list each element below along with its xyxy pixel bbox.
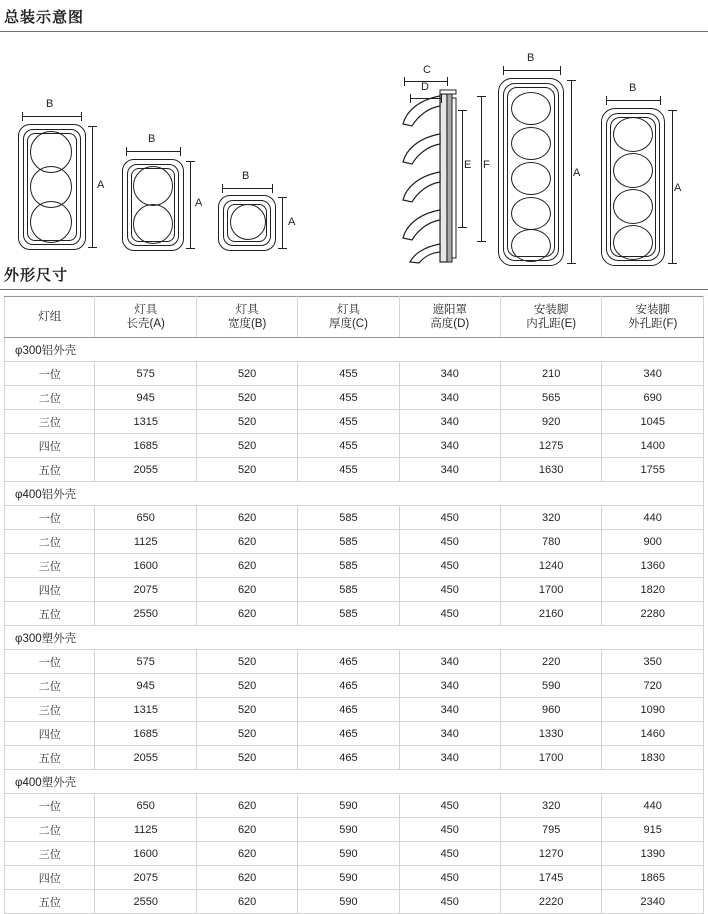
lamp-4-lens-1 [613,117,653,152]
cell-visor-height: 450 [399,818,500,842]
row-label: 一位 [5,506,95,530]
cell-visor-height: 450 [399,506,500,530]
lamp-1-dim-b-tick-right [272,184,273,193]
lamp-5-lens-1 [511,92,551,125]
row-label: 三位 [5,410,95,434]
lamp-3-dim-a-tick-top [88,126,97,127]
cell-visor-height: 340 [399,386,500,410]
row-label: 四位 [5,434,95,458]
cell-thickness: 455 [298,410,399,434]
table-group-row [5,338,704,362]
cell-thickness: 585 [298,602,399,626]
cell-inner-hole: 2160 [500,602,602,626]
lamp-1-dim-a-tick-top [278,197,287,198]
row-label: 四位 [5,722,95,746]
cell-width: 620 [196,794,297,818]
lamp-5-dim-b-label: B [527,52,535,64]
cell-length: 945 [95,674,197,698]
lamp-4-dim-b-tick-left [606,96,607,105]
table-row [5,842,704,866]
dimensions-table [4,296,704,914]
cell-length: 1125 [95,818,197,842]
row-label: 三位 [5,698,95,722]
lamp-5-lens-2 [511,127,551,160]
cell-inner-hole: 1700 [500,746,602,770]
cell-visor-height: 340 [399,674,500,698]
cell-inner-hole: 1270 [500,842,602,866]
cell-width: 520 [196,698,297,722]
row-label: 四位 [5,578,95,602]
side-dim-d-tick-right [441,94,442,103]
cell-thickness: 465 [298,746,399,770]
lamp-4-lens-4 [613,225,653,260]
row-label: 一位 [5,650,95,674]
lamp-3-dim-a-label: A [97,179,105,191]
table-row [5,458,704,482]
cell-outer-hole: 350 [602,650,704,674]
lamp-4-dim-a-tick-top [668,110,677,111]
lamp-3-dim-b-tick-right [81,112,82,121]
col-header-width [196,297,297,338]
lamp-2-dim-b-label: B [148,133,156,145]
col-header-length [95,297,197,338]
table-header-row [5,297,704,338]
cell-length: 1315 [95,410,197,434]
row-label: 一位 [5,362,95,386]
side-dim-c-label: C [423,64,431,76]
table-row [5,434,704,458]
cell-width: 520 [196,650,297,674]
cell-outer-hole: 1460 [602,722,704,746]
lamp-2-dim-b-tick-left [126,147,127,156]
col-header-thickness-line1: 灯具 [336,304,360,316]
cell-visor-height: 340 [399,722,500,746]
cell-outer-hole: 2280 [602,602,704,626]
cell-outer-hole: 1865 [602,866,704,890]
side-dim-f-label: F [483,159,490,171]
cell-width: 520 [196,434,297,458]
assembly-diagram [0,36,708,258]
cell-visor-height: 340 [399,650,500,674]
cell-length: 2075 [95,866,197,890]
cell-thickness: 590 [298,818,399,842]
cell-thickness: 465 [298,698,399,722]
cell-thickness: 585 [298,578,399,602]
cell-visor-height: 450 [399,842,500,866]
cell-thickness: 455 [298,386,399,410]
cell-length: 1600 [95,554,197,578]
cell-outer-hole: 690 [602,386,704,410]
dimensions-title-divider [0,289,708,290]
lamp-3-dim-b-label: B [46,98,54,110]
col-header-length-line2: 长壳(A) [126,318,165,330]
cell-outer-hole: 1400 [602,434,704,458]
cell-thickness: 465 [298,722,399,746]
cell-outer-hole: 440 [602,794,704,818]
cell-length: 2550 [95,890,197,914]
dimensions-section-title: 外形尺寸 [4,267,69,284]
cell-width: 620 [196,866,297,890]
table-row [5,890,704,914]
side-dim-f-tick-top [477,96,486,97]
lamp-2-dim-a-tick-top [186,161,195,162]
cell-length: 2550 [95,602,197,626]
cell-inner-hole: 1275 [500,434,602,458]
cell-width: 620 [196,554,297,578]
lamp-4-dim-a-line [672,110,673,264]
col-header-outer-hole [602,297,704,338]
side-dim-f-tick-bottom [477,241,486,242]
assembly-title-divider [0,31,708,32]
cell-thickness: 590 [298,794,399,818]
cell-width: 620 [196,530,297,554]
cell-outer-hole: 1360 [602,554,704,578]
row-label: 五位 [5,746,95,770]
row-label: 三位 [5,554,95,578]
cell-visor-height: 450 [399,530,500,554]
side-dim-d-label: D [421,81,429,93]
cell-outer-hole: 1830 [602,746,704,770]
table-group-row [5,770,704,794]
lamp-1-dim-a-tick-bottom [278,248,287,249]
lamp-1-dim-a-label: A [288,216,296,228]
cell-length: 1685 [95,722,197,746]
lamp-3-dim-b-tick-left [22,112,23,121]
lamp-5-dim-a-line [571,80,572,264]
table-row [5,794,704,818]
lamp-4-lens-2 [613,153,653,188]
lamp-5-lens-5 [511,229,551,262]
lamp-5-dim-b-tick-right [560,66,561,75]
row-label: 五位 [5,890,95,914]
cell-outer-hole: 1090 [602,698,704,722]
cell-thickness: 455 [298,458,399,482]
cell-outer-hole: 720 [602,674,704,698]
cell-outer-hole: 900 [602,530,704,554]
cell-length: 575 [95,650,197,674]
table-row [5,530,704,554]
cell-outer-hole: 440 [602,506,704,530]
table-row [5,698,704,722]
cell-inner-hole: 780 [500,530,602,554]
table-group-row [5,482,704,506]
row-label: 五位 [5,602,95,626]
cell-inner-hole: 795 [500,818,602,842]
cell-width: 620 [196,842,297,866]
cell-width: 520 [196,362,297,386]
table-row [5,674,704,698]
col-header-visor-height-line2: 高度(D) [430,318,470,330]
lamp-5-lens-3 [511,162,551,195]
table-row [5,386,704,410]
lamp-1-dim-b-label: B [242,170,250,182]
cell-visor-height: 340 [399,698,500,722]
cell-inner-hole: 920 [500,410,602,434]
cell-thickness: 465 [298,674,399,698]
cell-outer-hole: 915 [602,818,704,842]
cell-inner-hole: 2220 [500,890,602,914]
table-row [5,722,704,746]
cell-inner-hole: 1240 [500,554,602,578]
col-header-visor-height [399,297,500,338]
lamp-1-dim-a-line [282,197,283,249]
lamp-1-dim-b-tick-left [222,184,223,193]
assembly-section-title: 总装示意图 [4,9,85,26]
lamp-2-dim-a-label: A [195,197,203,209]
table-row [5,554,704,578]
cell-visor-height: 450 [399,554,500,578]
cell-width: 520 [196,386,297,410]
cell-visor-height: 340 [399,458,500,482]
lamp-2-lens-bottom [133,204,173,244]
lamp-2-dim-a-tick-bottom [186,248,195,249]
lamp-5-dim-b-line [503,70,561,71]
cell-width: 620 [196,506,297,530]
lamp-1-dim-b-line [222,188,273,189]
row-label: 二位 [5,386,95,410]
cell-length: 575 [95,362,197,386]
cell-inner-hole: 220 [500,650,602,674]
col-header-thickness-line2: 厚度(C) [328,318,368,330]
lamp-4-dim-a-tick-bottom [668,263,677,264]
side-dim-c-tick-right [447,77,448,86]
lamp-3-lens-bottom [30,201,72,243]
cell-inner-hole: 590 [500,674,602,698]
table-row [5,818,704,842]
cell-visor-height: 450 [399,602,500,626]
cell-thickness: 465 [298,650,399,674]
row-label: 三位 [5,842,95,866]
table-row [5,578,704,602]
lamp-4-dim-a-label: A [674,182,682,194]
row-label: 四位 [5,866,95,890]
lamp-4-dim-b-tick-right [660,96,661,105]
col-header-thickness [298,297,399,338]
dimensions-table-head [5,297,704,338]
cell-inner-hole: 1630 [500,458,602,482]
table-row [5,410,704,434]
cell-visor-height: 450 [399,578,500,602]
side-dim-e-label: E [464,159,472,171]
cell-length: 1685 [95,434,197,458]
col-header-group-line1: 灯组 [38,311,62,323]
lamp-4-dim-b-line [606,100,661,101]
lamp-2-dim-b-line [126,151,181,152]
cell-thickness: 590 [298,890,399,914]
cell-outer-hole: 1045 [602,410,704,434]
cell-inner-hole: 565 [500,386,602,410]
cell-outer-hole: 340 [602,362,704,386]
cell-outer-hole: 2340 [602,890,704,914]
table-row [5,362,704,386]
cell-inner-hole: 320 [500,506,602,530]
cell-outer-hole: 1820 [602,578,704,602]
lamp-5-dim-a-tick-top [567,80,576,81]
cell-thickness: 455 [298,434,399,458]
table-group-row [5,626,704,650]
group-label: φ300塑外壳 [5,626,704,650]
table-row [5,650,704,674]
row-label: 五位 [5,458,95,482]
cell-visor-height: 340 [399,362,500,386]
table-row [5,866,704,890]
col-header-length-line1: 灯具 [134,304,158,316]
col-header-outer-hole-line1: 安装脚 [635,304,670,316]
cell-length: 2055 [95,746,197,770]
cell-inner-hole: 1745 [500,866,602,890]
lamp-4-dim-b-label: B [629,82,637,94]
cell-length: 1315 [95,698,197,722]
cell-length: 945 [95,386,197,410]
cell-width: 620 [196,602,297,626]
cell-length: 1600 [95,842,197,866]
dimensions-table-body [5,338,704,914]
cell-inner-hole: 1700 [500,578,602,602]
side-dim-f-line [481,96,482,242]
lamp-1-lens [230,204,266,240]
cell-inner-hole: 210 [500,362,602,386]
col-header-outer-hole-line2: 外孔距(F) [628,318,678,330]
table-row [5,602,704,626]
group-label: φ400铝外壳 [5,482,704,506]
cell-width: 520 [196,410,297,434]
lamp-2-dim-b-tick-right [180,147,181,156]
cell-length: 2075 [95,578,197,602]
group-label: φ300铝外壳 [5,338,704,362]
side-dim-d-line [410,98,442,99]
cell-length: 650 [95,794,197,818]
cell-outer-hole: 1390 [602,842,704,866]
row-label: 二位 [5,818,95,842]
lamp-2-lens-top [133,166,173,206]
row-label: 一位 [5,794,95,818]
col-header-inner-hole-line1: 安装脚 [533,304,569,316]
cell-outer-hole: 1755 [602,458,704,482]
cell-thickness: 585 [298,530,399,554]
lamp-3-dim-a-tick-bottom [88,247,97,248]
table-row [5,506,704,530]
cell-length: 1125 [95,530,197,554]
side-dim-c-tick-left [404,77,405,86]
cell-thickness: 585 [298,554,399,578]
cell-width: 620 [196,578,297,602]
cell-thickness: 585 [298,506,399,530]
lamp-3-dim-b-line [22,116,82,117]
side-dim-e-tick-bottom [458,227,467,228]
lamp-5-dim-b-tick-left [503,66,504,75]
cell-length: 650 [95,506,197,530]
cell-inner-hole: 960 [500,698,602,722]
cell-inner-hole: 1330 [500,722,602,746]
cell-visor-height: 450 [399,866,500,890]
cell-width: 520 [196,458,297,482]
cell-visor-height: 340 [399,746,500,770]
cell-visor-height: 450 [399,890,500,914]
cell-length: 2055 [95,458,197,482]
col-header-width-line2: 宽度(B) [227,318,267,330]
cell-width: 620 [196,818,297,842]
lamp-5-dim-a-tick-bottom [567,263,576,264]
col-header-width-line1: 灯具 [235,304,259,316]
group-label: φ400塑外壳 [5,770,704,794]
cell-visor-height: 450 [399,794,500,818]
cell-width: 620 [196,890,297,914]
cell-inner-hole: 320 [500,794,602,818]
cell-visor-height: 340 [399,434,500,458]
side-dim-d-tick-left [410,94,411,103]
cell-thickness: 455 [298,362,399,386]
lamp-4-lens-3 [613,189,653,224]
table-row [5,746,704,770]
col-header-visor-height-line1: 遮阳罩 [432,304,467,316]
row-label: 二位 [5,530,95,554]
col-header-inner-hole-line2: 内孔距(E) [526,318,577,330]
lamp-2-dim-a-line [190,161,191,249]
cell-width: 520 [196,746,297,770]
cell-thickness: 590 [298,842,399,866]
side-dim-e-line [462,110,463,228]
cell-width: 520 [196,674,297,698]
lamp-3-dim-a-line [92,126,93,248]
side-dim-e-tick-top [458,110,467,111]
cell-width: 520 [196,722,297,746]
cell-thickness: 590 [298,866,399,890]
cell-visor-height: 340 [399,410,500,434]
lamp-5-dim-a-label: A [573,167,581,179]
row-label: 二位 [5,674,95,698]
lamp-5-lens-4 [511,197,551,230]
col-header-inner-hole [500,297,602,338]
col-header-group [5,297,95,338]
